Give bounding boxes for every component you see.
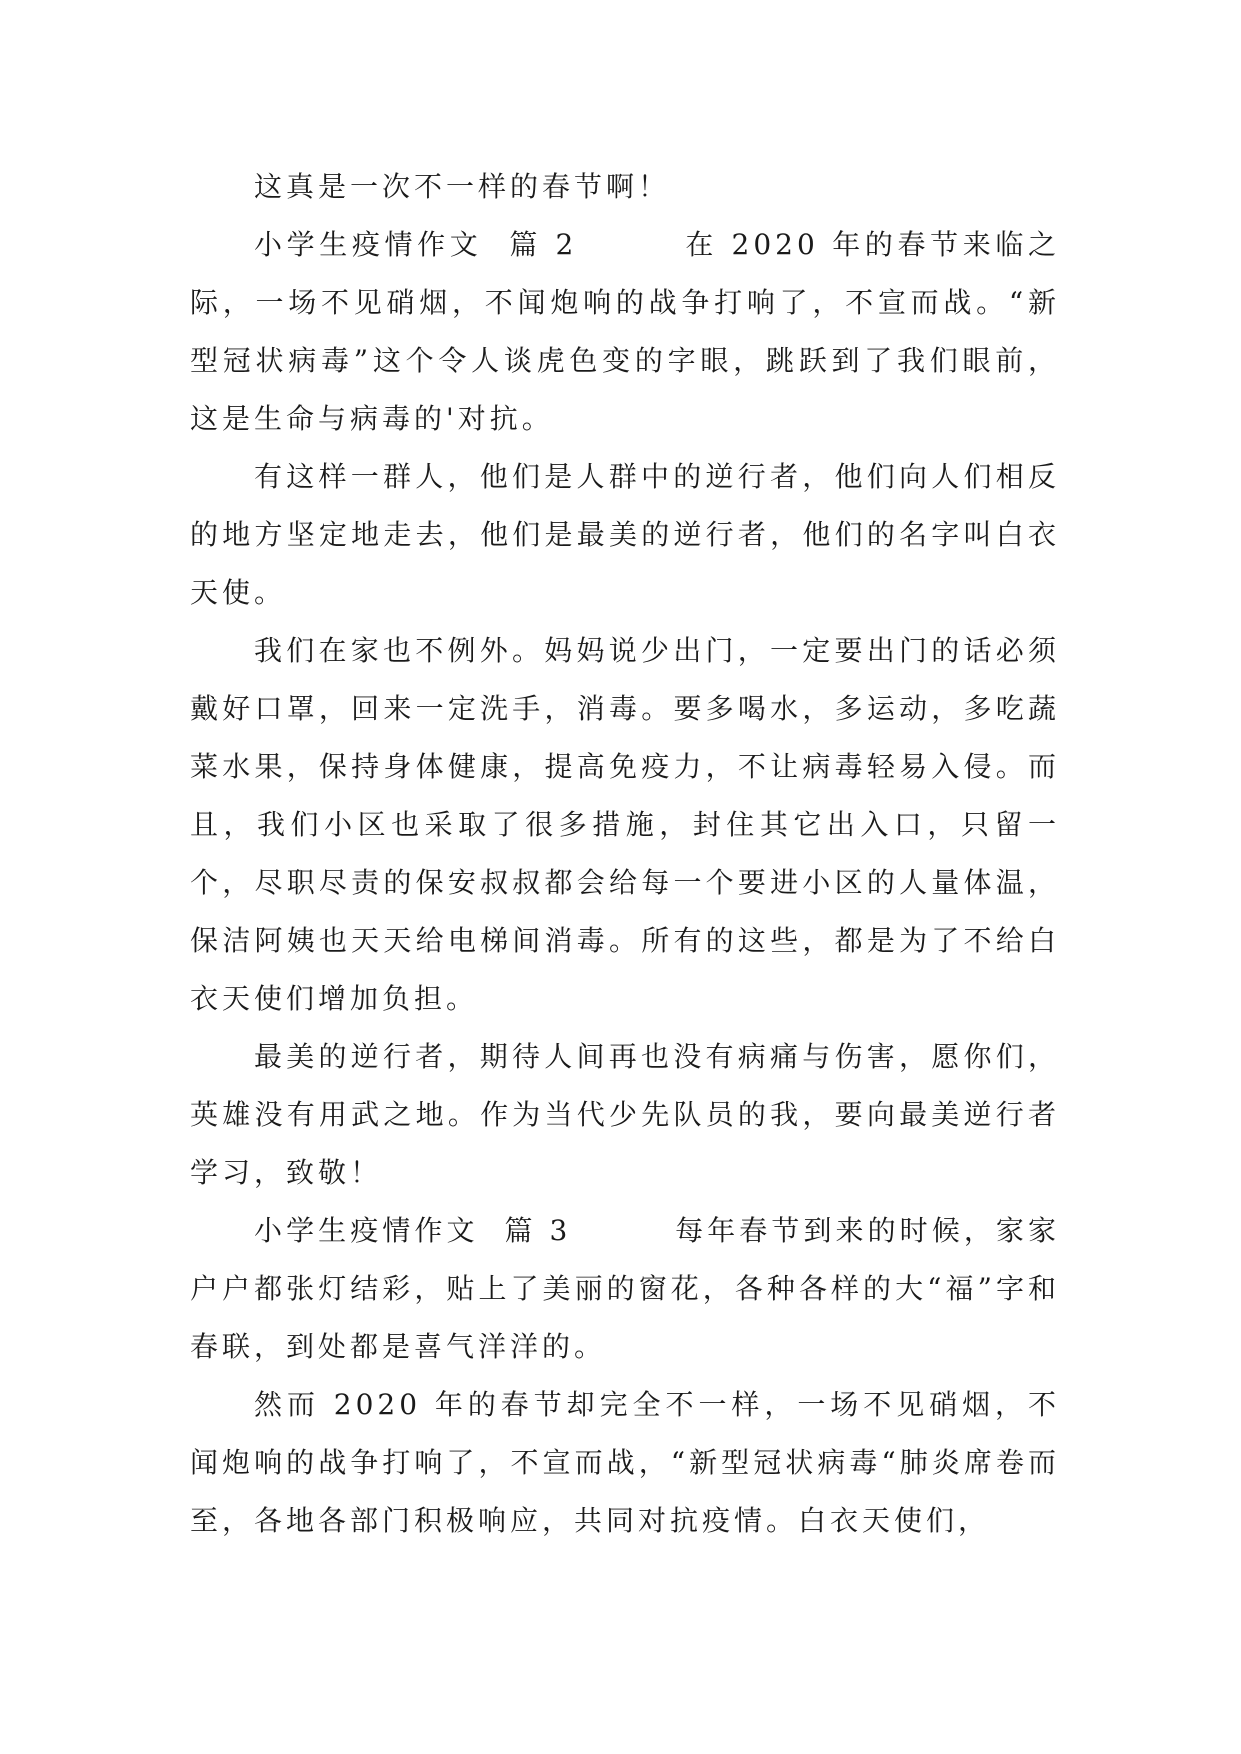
paragraph: 小学生疫情作文 篇 3 每年春节到来的时候，家家户户都张灯结彩，贴上了美丽的窗花，各种各样的大“福”字和春联，到处都是喜气洋洋的。 <box>190 1214 1060 1363</box>
document-body <box>190 158 1060 1550</box>
paragraph: 然而 2020 年的春节却完全不一样，一场不见硝烟，不闻炮响的战争打响了，不宣而战，“新型冠状病毒“肺炎席卷而至，各地各部门积极响应，共同对抗疫情。白衣天使们， <box>190 1388 1060 1537</box>
paragraph: 有这样一群人，他们是人群中的逆行者，他们向人们相反的地方坚定地走去，他们是最美的逆行者，他们的名字叫白衣天使。 <box>190 460 1060 609</box>
paragraph: 我们在家也不例外。妈妈说少出门，一定要出门的话必须戴好口罩，回来一定洗手，消毒。要多喝水，多运动，多吃蔬菜水果，保持身体健康，提高免疫力，不让病毒轻易入侵。而且，我们小区也采取了很多措施，封住其它出入口，只留一个，尽职尽责的保安叔叔都会给每一个要进小区的人量体温，保洁阿姨也天天给电梯间消毒。所有的这些，都是为了不给白衣天使们增加负担。 <box>190 634 1060 1015</box>
paragraph: 这真是一次不一样的春节啊！ <box>254 170 671 203</box>
paragraph: 小学生疫情作文 篇 2 在 2020 年的春节来临之际，一场不见硝烟，不闻炮响的战争打响了，不宣而战。“新型冠状病毒”这个令人谈虎色变的字眼，跳跃到了我们眼前，这是生命与病毒的'对抗。 <box>190 228 1060 435</box>
paragraph: 最美的逆行者，期待人间再也没有病痛与伤害，愿你们，英雄没有用武之地。作为当代少先队员的我，要向最美逆行者学习，致敬！ <box>190 1040 1060 1189</box>
